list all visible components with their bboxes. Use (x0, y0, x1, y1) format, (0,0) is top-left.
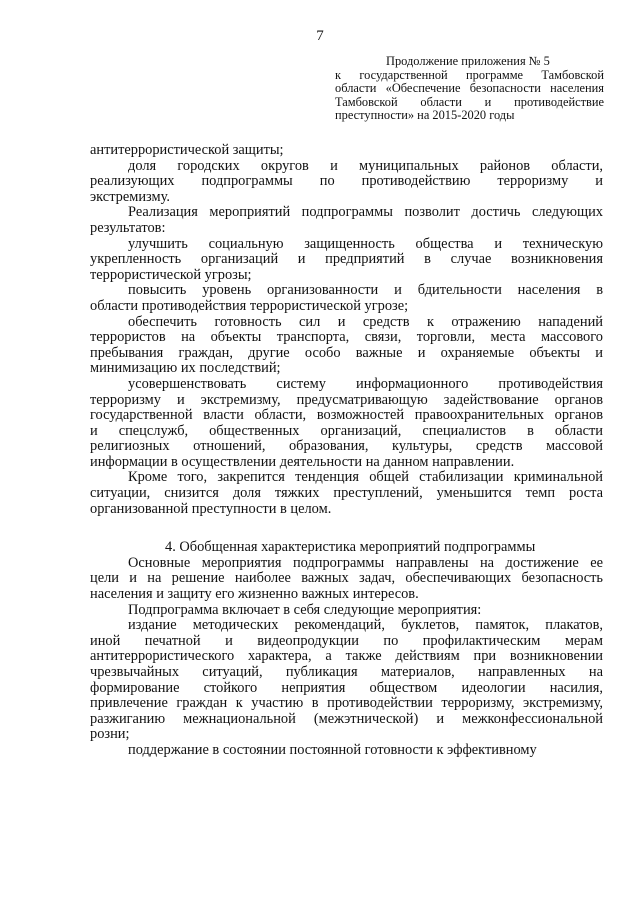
paragraph (90, 143, 603, 159)
text-line: укрепленность организаций и предприятий в случае возникновения (90, 252, 603, 268)
text-line: реализующих подпрограммы по противодействию терроризму и (90, 174, 603, 190)
paragraph (90, 237, 603, 284)
text-line: государственной власти области, возможностей правоохранительных органов (90, 408, 603, 424)
text-line: террористов на объекты транспорта, связи, торговли, места массового (90, 330, 603, 346)
text-line: цели и на решение наиболее важных задач, обеспечивающих безопасность (90, 571, 603, 587)
text-line: результатов: (90, 219, 166, 236)
text-line: информации в осуществлении деятельности на данном направлении. (90, 453, 515, 470)
text-line: экстремизму. (90, 188, 170, 205)
text-line: чрезвычайных ситуаций, публикация материалов, направленных на (90, 665, 603, 680)
text-line: антитеррористического характера, а также действиям при возникновении (90, 649, 603, 665)
text-line: области противодействия террористической угрозе; (90, 297, 409, 314)
text-line: иной печатной и видеопродукции по профилактическим мерам (90, 633, 603, 649)
text-line: формирование стойкого неприятия обществом идеологии насилия, (90, 680, 603, 696)
text-line: обеспечить готовность сил и средств к отражению нападений (128, 314, 603, 330)
text-line: и спецслужб, общественных организаций, специалистов в области (90, 423, 603, 439)
text-line: издание методических рекомендаций, буклетов, памяток, плакатов, (128, 618, 603, 634)
paragraph (90, 470, 603, 517)
section-gap (90, 517, 603, 540)
paragraph (90, 618, 603, 743)
text-line: доля городских округов и муниципальных районов области, (128, 158, 603, 174)
text-line: улучшить социальную защищенность общества и техническую (128, 236, 603, 252)
text-line: пребывания граждан, другие особо важные и охраняемые объекты и (90, 345, 603, 361)
text-line: религиозных отношений, образования, культуры, средств массовой (90, 439, 603, 455)
text-line: терроризму и экстремизму, предусматривающую задействование органов (90, 392, 603, 408)
appendix-header (335, 55, 604, 123)
text-line: организованной преступности в целом. (90, 500, 332, 517)
appendix-line: области «Обеспечение безопасности населения (335, 81, 604, 96)
text-line: террористической угрозы; (90, 266, 252, 283)
appendix-line: преступности» на 2015-2020 годы (335, 108, 515, 123)
text-line: Подпрограмма включает в себя следующие мероприятия: (128, 601, 482, 618)
text-line: Основные мероприятия подпрограммы направлены на достижение ее (128, 555, 603, 571)
text-line: Реализация мероприятий подпрограммы позволит достичь следующих (128, 205, 603, 221)
paragraph (90, 159, 603, 206)
paragraph (90, 743, 603, 759)
text-line: поддержание в состоянии постоянной готовности к эффективному (128, 741, 537, 758)
paragraph (90, 315, 603, 377)
text-line: антитеррористической защиты; (90, 142, 284, 158)
paragraph (90, 556, 603, 603)
appendix-line: к государственной программе Тамбовской (335, 67, 604, 82)
text-line: населения и защиту его жизненно важных интересов. (90, 586, 419, 603)
text-line: ситуации, снизится доля тяжких преступлений, уменьшится темп роста (90, 486, 603, 502)
text-line: привлечение граждан к участию в противодействии терроризму, экстремизму, (90, 696, 603, 712)
paragraph (90, 205, 603, 236)
appendix-title: Продолжение приложения № 5 (386, 54, 550, 68)
text-line: Кроме того, закрепится тенденция общей стабилизации криминальной (128, 470, 603, 486)
paragraph (90, 603, 603, 619)
section-heading: 4. Обобщенная характеристика мероприятий подпрограммы (165, 539, 536, 556)
text-line: минимизацию их последствий; (90, 360, 281, 377)
text-line: повысить уровень организованности и бдительности населения в (128, 283, 603, 299)
paragraph (90, 283, 603, 314)
document-body (90, 143, 603, 759)
page-number: 7 (316, 28, 324, 44)
appendix-line: Тамбовской области и противодействие (335, 94, 604, 109)
paragraph (90, 377, 603, 471)
text-line: разжиганию межнациональной (межэтнической) и межконфессиональной (90, 711, 603, 727)
text-line: усовершенствовать систему информационного противодействия (128, 376, 603, 392)
text-line: розни; (90, 726, 130, 743)
